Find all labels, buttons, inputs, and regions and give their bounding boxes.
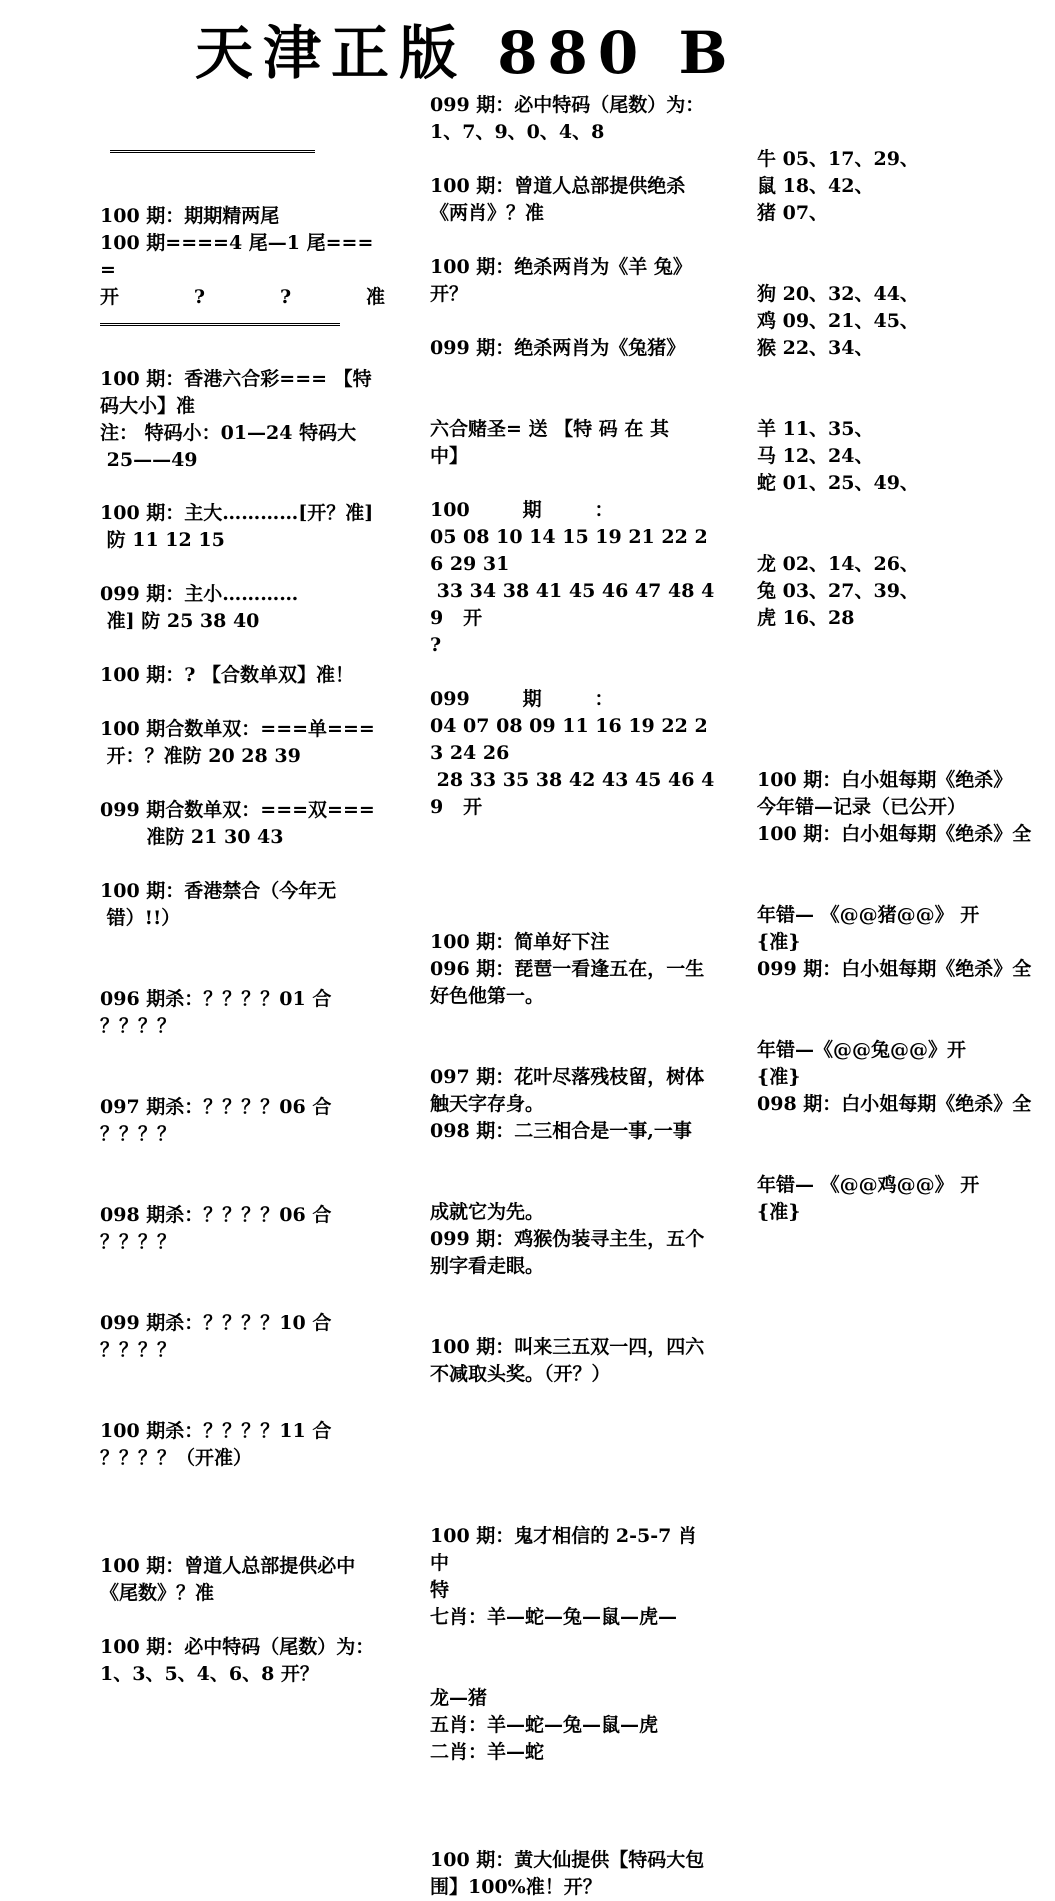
numbers-099-block: 099 期 ： 04 07 08 09 11 16 19 22 23 24 26 28 33 35 38 42 43 45 46 49 开 bbox=[430, 688, 715, 818]
numbers-100-block: 100 期 ： 05 08 10 14 15 19 21 22 26 29 31 33 34 38 41 45 46 47 48 49 开 ? bbox=[430, 499, 715, 656]
left-column bbox=[100, 150, 385, 1688]
special-size-block: 100 期：香港六合彩=== 【特 码大小】准 注： 特码小：01—24 特码大 25——49 bbox=[100, 368, 372, 471]
zeng-two-zodiac-block: 100 期：曾道人总部提供绝杀 《两肖》？准 bbox=[430, 175, 686, 224]
gambler-block: 六合赌圣= 送 【特 码 在 其 中】 bbox=[430, 418, 669, 467]
zeng-tail-block: 100 期：曾道人总部提供必中 《尾数》？准 bbox=[100, 1555, 356, 1604]
page-title: 天津正版 880 B bbox=[195, 19, 738, 87]
kill-two-099-block: 099 期：绝杀两肖为《兔猪》 bbox=[430, 337, 686, 359]
zodiac-picks-block: 100 期：鬼才相信的 2-5-7 肖中 特 七肖：羊—蛇—兔—鼠—虎— 龙—猪 五肖：羊—蛇—兔—鼠—虎 二肖：羊—蛇 bbox=[430, 1525, 697, 1763]
riddle-block: 100 期：简单好下注 096 期：琵琶一看逢五在，一生 好色他第一。 097 期：花叶尽落残枝留，树体 触天字存身。 098 期：二三相合是一事,一事 成就它为先。 099 期：鸡猴伪装寻主生，五个 别字看走眼。 100 期：叫来三五双一四，四六 不减取头奖。（开？） bbox=[430, 931, 705, 1385]
double-tail-block: 100 期：期期精两尾 100 期====4 尾—1 尾==== bbox=[100, 205, 374, 281]
odd-even-block: 100 期：? 【合数单双】准！ bbox=[100, 664, 355, 686]
main-big-block: 100 期：主大…………[开？准] 防 11 12 15 bbox=[100, 502, 374, 551]
kill-two-100-block: 100 期：绝杀两肖为《羊 兔》 开？ bbox=[430, 256, 692, 305]
must-hit-099-block: 099 期：必中特码（尾数）为： 1、7、9、0、4、8 bbox=[430, 94, 705, 143]
must-hit-tail-block: 100 期：必中特码（尾数）为： 1、3、5、4、6、8 开？ bbox=[100, 1636, 375, 1685]
hk-forbidden-block: 100 期：香港禁合（今年无 错）!!） bbox=[100, 880, 337, 929]
zodiac-number-list: 牛 05、17、29、 鼠 18、42、 猪 07、 狗 20、32、44、 鸡 09、21、45、 猴 22、34、 羊 11、35、 马 12、24、 蛇 01、25、49、 龙 02、14、26、 兔 03、27、39、 虎 16、28 bbox=[757, 148, 919, 629]
middle-column bbox=[430, 92, 715, 1901]
odd-even-099-block: 099 期合数单双：===双=== 准防 21 30 43 bbox=[100, 799, 375, 848]
huang-daxian-block: 100 期：黄大仙提供【特码大包 围】100%准！开？ bbox=[430, 1849, 705, 1898]
bai-xiaojie-block: 100 期：白小姐每期《绝杀》 今年错—记录（已公开） 100 期：白小姐每期《绝杀》全 年错— 《@@猪@@》 开 {准} 099 期：白小姐每期《绝杀》全 年错—《@@兔@@》开 {准} 098 期：白小姐每期《绝杀》全 年错— 《@@鸡@@》 开 {准} bbox=[757, 769, 1032, 1223]
odd-even-100-block: 100 期合数单双：===单=== 开：？准防 20 28 39 bbox=[100, 718, 375, 767]
main-small-block: 099 期：主小………… 准] 防 25 38 40 bbox=[100, 583, 299, 632]
right-column bbox=[757, 92, 1047, 1280]
open-row: 开 ? ? 准 bbox=[100, 286, 385, 308]
kill-list: 096 期杀：？？？？01 合 ？？？？ 097 期杀：？？？？06 合 ？？？？ 098 期杀：？？？？06 合 ？？？？ 099 期杀：？？？？10 合 ？？？？ 100 期杀：？？？？11 合 ？？？？（开准） bbox=[100, 988, 332, 1469]
